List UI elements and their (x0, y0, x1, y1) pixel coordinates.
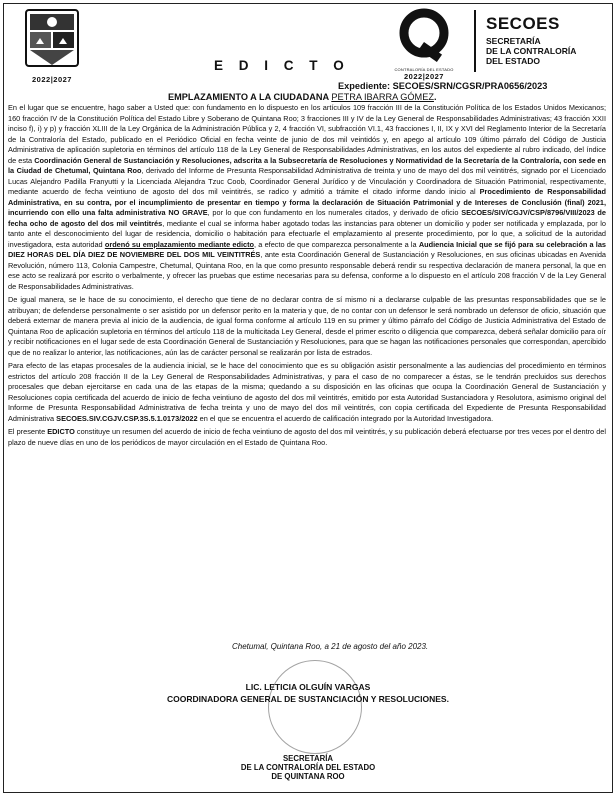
emplazamiento-heading (168, 92, 437, 102)
p1-bold-office: Coordinación General de Sustanciación y Resoluciones, adscrita a la Subsecretaría de Resoluciones y Normatividad de la Secretaría de la Contraloría, con sede en la Ciudad de Chetumal, Quintana Roo (8, 155, 606, 175)
paragraph-1 (8, 103, 606, 292)
header-divider (474, 10, 476, 72)
footer-stamp-text (0, 754, 616, 781)
org-line-2: DE LA CONTRALORÍA (486, 46, 577, 56)
date-line: Chetumal, Quintana Roo, a 21 de agosto del año 2023. (232, 642, 429, 651)
document-title: E D I C T O (214, 58, 350, 73)
p1-bold-procedure: Procedimiento de Responsabilidad Administrativa, en su contra, por el incumplimiento de presentar en tiempo y forma la declaración de Situación Patrimonial y de Intereses de Conclusión (final) 2021, incurriendo con ello una falta administrativa NO GRAVE (8, 187, 606, 217)
p1-text-5: , a efecto de que comparezca personalmente a la (254, 239, 419, 249)
org-line-3: DEL ESTADO (486, 56, 540, 66)
p1-text-2: , derivado del Informe de Presunta Responsabilidad Administrativa de treinta y uno de mayo del dos mil veintitrés, signado por el Licenciado Lucas Alejandro Padilla Franyutti y la Licenciada Alejandra Tzuc Coob, Coordinador General Jurídico y de Vinculación y Coordinadora de Situación Patrimonial, respectivamente, mediante acuerdo de fecha veintiuno de agosto del dos mil veintitrés, se radico y admitió a trámite el citado informe dando inicio al (8, 166, 606, 196)
paragraph-3 (8, 361, 606, 424)
p3-text: Para efecto de las etapas procesales de la audiencia inicial, se le hace del conocimiento que es su obligación asistir personalmente a las audiencias del procedimiento en términos estrictos del artículo 208 fracción II de la Ley General de Responsabilidades Administrativas, y para el caso de no comparecer a éstas, se le tendrán precluidos sus derechos procesales que deban ejercitarse en cada una de las etapas de la misma; quedando a su disposición en las oficinas que ocupa la Coordinación General de Sustanciación y Resoluciones copia certificada del acuerdo de inicio de fecha veintiuno de agosto del dos mil veintitrés, emitido por esta Autoridad Sustanciadora y Resolutora, asimismo original del Informe de Presunta Responsabilidad Administrativa de fecha treinta y uno de mayo del dos mil veintitrés, con copia certificada del Expediente de Presunta Responsabilidad Administrativa (8, 361, 606, 423)
p1-order: ordenó su emplazamiento mediante edicto (104, 239, 255, 249)
q-logo-year: 2022|2027 (404, 72, 444, 81)
state-crest (22, 8, 82, 84)
document-body (8, 103, 606, 451)
signer-position: COORDINADORA GENERAL DE SUSTANCIACIÓN Y RESOLUCIONES. (167, 694, 449, 704)
paragraph-2: De igual manera, se le hace de su conocimiento, el derecho que tiene de no declarar contra de sí mismo ni a declararse culpable de las presuntas responsabilidades que se le atribuyan; de defenderse personalmente o ser asistido por un defensor perito en la materia y que, de no contar con un defensor le será nombrado un defensor de oficio, situación que deberá externar de manera previa al inicio de la audiencia, de igual forma conforme al artículo 119 en su primer y último párrafo del Código de Justicia Administrativa del Estado de Quintana Roo de aplicación supletoria en términos del artículo 118 de la multicitada Ley General, desde el primer escrito o diligencia que comparezca, deberá señalar domicilio para oír y recibir notificaciones en el lugar sede de esta Coordinación General de Sustanciación y Resoluciones, para que se hagan las notificaciones personales que correspondan, apercibido que de no realizar lo anterior, las notificaciones, aún las de carácter personal se realizarán por lista de estrados. (8, 295, 606, 357)
p1-text-6: , ante esta Coordinación General de Sustanciación y Resoluciones, en sus oficinas ubicadas en Avenida Revolución, número 113, Colonia Campestre, Chetumal, Quintana Roo, en la que como presunto responsable deberá rendir su respectiva declaración de manera personal, la que en ese acto se realizará por escrito o verbalmente, y ofrecer las pruebas que estime necesarias para su defensa, conforme a lo dispuesto en el artículo 208 fracción V de la Ley General de Responsabilidades Administrativas. (8, 250, 607, 291)
crest-icon (22, 8, 82, 70)
org-short: SECOES (486, 14, 560, 33)
footer-line-1: SECRETARÍA (282, 754, 334, 763)
p4-bold-edicto: EDICTO (47, 427, 75, 436)
paragraph-4 (8, 427, 606, 448)
p4-text-2: constituye un resumen del acuerdo de inicio de fecha veintiuno de agosto del dos mil veintitrés, y su publicación deberá efectuarse por tres veces por el dentro del plazo de nueve días en uno de los periódicos de mayor circulación en el Estado de Quintana Roo. (8, 427, 606, 447)
p1-text: En el lugar que se encuentre, hago saber a Usted que: con fundamento en lo dispuesto en los artículos 109 fracción III de la Constitución Política de los Estados Unidos Mexicanos; 160 fracción IV de la Constitución Política del Estado Libre y Soberano de Quintana Roo; 3 fracciones III y IV de la Ley General de Responsabilidades Administrativas; 43 fracción XXII inciso f), i) y p) y fracción XLIII de la Ley Orgánica de la Administración Pública y 2, 4 fracción VI, subfracción VI.1, 43 fracciones I, II, IX y XVI del Reglamento Interior de la Secretaría de la Contraloría del Estado, publicado en el Periódico Oficial en fecha veinte de junio de dos mil veintidós y, en apego al artículo 109 último párrafo del Código de Justicia Administrativa de aplicación supletoria en términos del artículo 118 de la Ley General de Responsabilidades Administrativas, en los autos del expediente al rubro indicado, del índice de esta (8, 103, 606, 165)
emplazamiento-suffix: . (433, 92, 437, 102)
org-line-1: SECRETARÍA (486, 36, 541, 46)
p1-bold-hearing: Audiencia Inicial que se fijó para su celebración a las DIEZ HORAS DEL DÍA DIEZ DE NOVIEMBRE DEL DOS MIL VEINTITRÉS (8, 239, 607, 259)
p3-bold-file: SECOES.SIV.CGJV.CSP.3S.5.1.0173/2022 (56, 413, 198, 423)
addressee-name: PETRA IBARRA GÓMEZ (331, 92, 434, 102)
p4-text: El presente (8, 427, 48, 436)
q-icon (394, 6, 454, 62)
official-seal (268, 660, 362, 754)
p1-text-3: , por lo que con fundamento en los numerales citados, y derivado de oficio (207, 208, 462, 217)
p1-text-4: , mediante el cual se informa haber agotado todas las instancias para obtener un domicilio y poder ser notificada y emplazada, por lo tanto ante el desconocimiento del lugar de residencia, domicilio o habitación para efectuarle el emplazamiento al presente procedimiento, por lo que, a solicitud de la autoridad investigadora, esta autoridad (8, 218, 606, 249)
p3-text-2: en el que se encuentra el acuerdo de calificación integrado por la Autoridad Investigadora. (197, 413, 494, 423)
crest-year: 2022|2027 (32, 75, 72, 84)
p1-bold-oficio: SECOES/SIV/CGJV/CSP/8796/VIII/2023 de fecha ocho de agosto del dos mil veintitrés (8, 208, 606, 228)
footer-line-3: DE QUINTANA ROO (271, 772, 345, 781)
expediente-number: Expediente: SECOES/SRN/CGSR/PRA0656/2023 (338, 81, 548, 91)
q-logo-caption: CONTRALORÍA DEL ESTADO (394, 67, 454, 72)
signer-name: LIC. LETICIA OLGUÍN VARGAS (245, 682, 371, 692)
emplazamiento-prefix: EMPLAZAMIENTO A LA CIUDADANA (168, 92, 332, 102)
q-logo (388, 6, 460, 81)
secoes-logo (486, 14, 606, 66)
footer-line-2: DE LA CONTRALORÍA DEL ESTADO (240, 763, 376, 772)
signature-block (0, 682, 616, 704)
